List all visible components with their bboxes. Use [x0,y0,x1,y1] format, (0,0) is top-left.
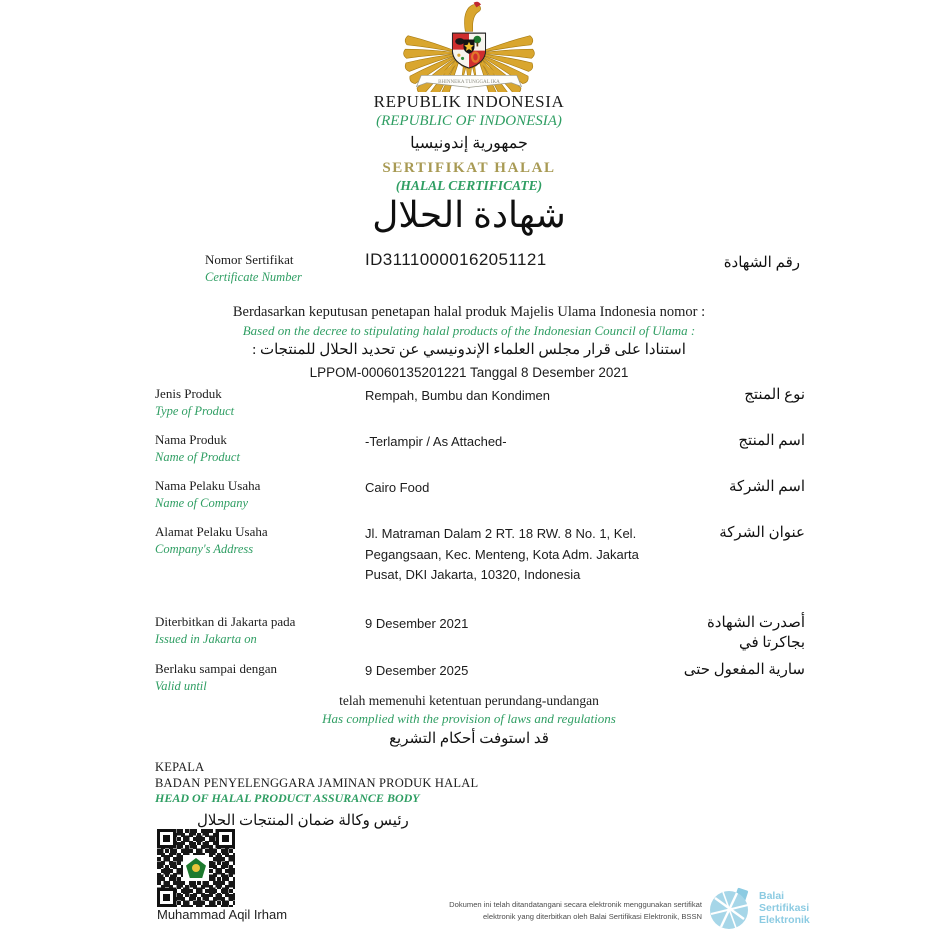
field-label-en: Name of Product [155,450,240,465]
signer-name: Muhammad Aqil Irham [157,907,288,922]
field-label-id: Jenis Produk [155,386,222,401]
field-label-ar: عنوان الشركة [719,525,805,542]
bse-globe-icon [707,886,753,932]
field-label-ar: اسم الشركة [728,479,805,496]
field-label-en: Type of Product [155,403,235,418]
field-label-ar: اسم المنتج [738,433,805,450]
certificate-title-english: (HALAL CERTIFICATE) [395,178,543,193]
ministry-of-religion-logo-icon [183,855,209,881]
compliance-indonesian: telah memenuhi ketentuan perundang-undangan [339,693,599,708]
qr-finder-top-right [216,829,235,848]
bse-text-line-2: Sertifikasi [759,902,810,915]
certificate-fields [155,386,805,695]
qr-code [157,829,235,907]
field-label-en: Company's Address [155,542,254,557]
qr-finder-top-left [157,829,176,848]
bse-logo-text [759,891,810,926]
field-label [155,432,365,465]
field-value: 9 Desember 2025 [365,663,469,679]
field-label [155,661,365,694]
country-name-arabic: جمهورية إندونيسيا [410,135,528,152]
signatory-title: KEPALA [155,760,205,774]
compliance-english: Has complied with the provision of laws and regulations [322,710,616,726]
field-label [155,524,365,557]
compliance-block [0,692,938,753]
electronic-signature-disclaimer [430,899,702,923]
signatory-body-indonesian: BADAN PENYELENGGARA JAMINAN PRODUK HALAL [155,775,479,790]
field-value: Rempah, Bumbu dan Kondimen [365,388,551,403]
certificate-number-row [0,250,938,286]
signatory-body-arabic: رئيس وكالة ضمان المنتجات الحلال [197,812,409,829]
field-label-id: Alamat Pelaku Usaha [155,524,268,540]
emblem-motto: BHINNEKA TUNGGAL IKA [438,78,500,85]
qr-finder-bottom-left [157,888,176,907]
country-name: REPUBLIK INDONESIA [373,92,565,111]
field-label-id: Nama Produk [155,432,227,448]
decree-line-indonesian: Berdasarkan keputusan penetapan halal produk Majelis Ulama Indonesia nomor : [232,304,706,320]
bse-text-line-1: Balai [759,890,785,903]
decree-number-line: LPPOM-00060135201221 Tanggal 8 Desember 2021 [309,364,629,380]
compliance-arabic: قد استوفت أحكام التشريع [389,731,549,748]
field-label-id: Nama Pelaku Usaha [155,478,261,494]
field-label-ar: سارية المفعول حتى [683,662,805,679]
field-label-en: Name of Company [155,496,249,511]
field-value: 9 Desember 2021 [365,616,469,632]
garuda-pancasila-emblem [0,0,938,97]
certificate-number-label-en: Certificate Number [205,269,302,284]
bse-text-line-3: Elektronik [759,913,810,926]
decree-line-english: Based on the decree to stipulating halal products of the Indonesian Council of Ulama : [242,322,696,338]
certificate-title: SERTIFIKAT HALAL [382,160,556,176]
field-row-valid-until [155,661,805,694]
certificate-title-arabic: شهادة الحلال [372,195,566,235]
field-label-id: Berlaku sampai dengan [155,661,278,677]
field-row-company-name [155,478,805,511]
field-row-product-name [155,432,805,465]
field-label-ar: نوع المنتج [744,387,805,403]
field-value: Jl. Matraman Dalam 2 RT. 18 RW. 8 No. 1, Kel. Pegangsaan, Kec. Menteng, Kota Adm. Jakarta Pusat, DKI Jakarta, 10320, Indonesia [365,526,639,582]
header-country-block [0,92,938,153]
field-row-product-type [155,386,805,419]
certificate-number-label [205,252,302,285]
signatory-block [155,760,675,830]
certificate-number-label-id: Nomor Sertifikat [205,252,294,267]
field-label [155,614,365,647]
field-row-issued-date [155,614,805,653]
field-label-en: Issued in Jakarta on [155,632,257,647]
field-label [155,386,365,419]
field-value: Cairo Food [365,480,430,496]
field-label-id: Diterbitkan di Jakarta pada [155,614,296,630]
field-label-ar: أصدرت الشهادة بجاكرتا في [706,615,805,651]
disclaimer-line-2: elektronik yang diterbitkan oleh Balai Sertifikasi Elektronik, BSSN [482,911,702,921]
country-name-english: (REPUBLIC OF INDONESIA) [376,113,562,129]
certificate-number-value: ID31110000162051121 [365,250,547,269]
balai-sertifikasi-elektronik-logo [707,886,810,932]
disclaimer-line-1: Dokumen ini telah ditandatangani secara elektronik menggunakan sertifikat [449,900,702,909]
field-label [155,478,365,511]
decree-block [0,303,938,383]
certificate-number-label-ar: رقم الشهادة [723,255,800,271]
garuda-pancasila-icon [384,0,554,92]
certificate-title-block [0,160,938,236]
field-value: -Terlampir / As Attached- [365,434,507,450]
signatory-body-english: HEAD OF HALAL PRODUCT ASSURANCE BODY [155,791,420,806]
decree-line-arabic: استنادا على قرار مجلس العلماء الإندونيسي عن تحديد الحلال للمنتجات : [252,342,686,359]
field-row-company-address [155,524,805,614]
field-label-en: Valid until [155,679,207,694]
